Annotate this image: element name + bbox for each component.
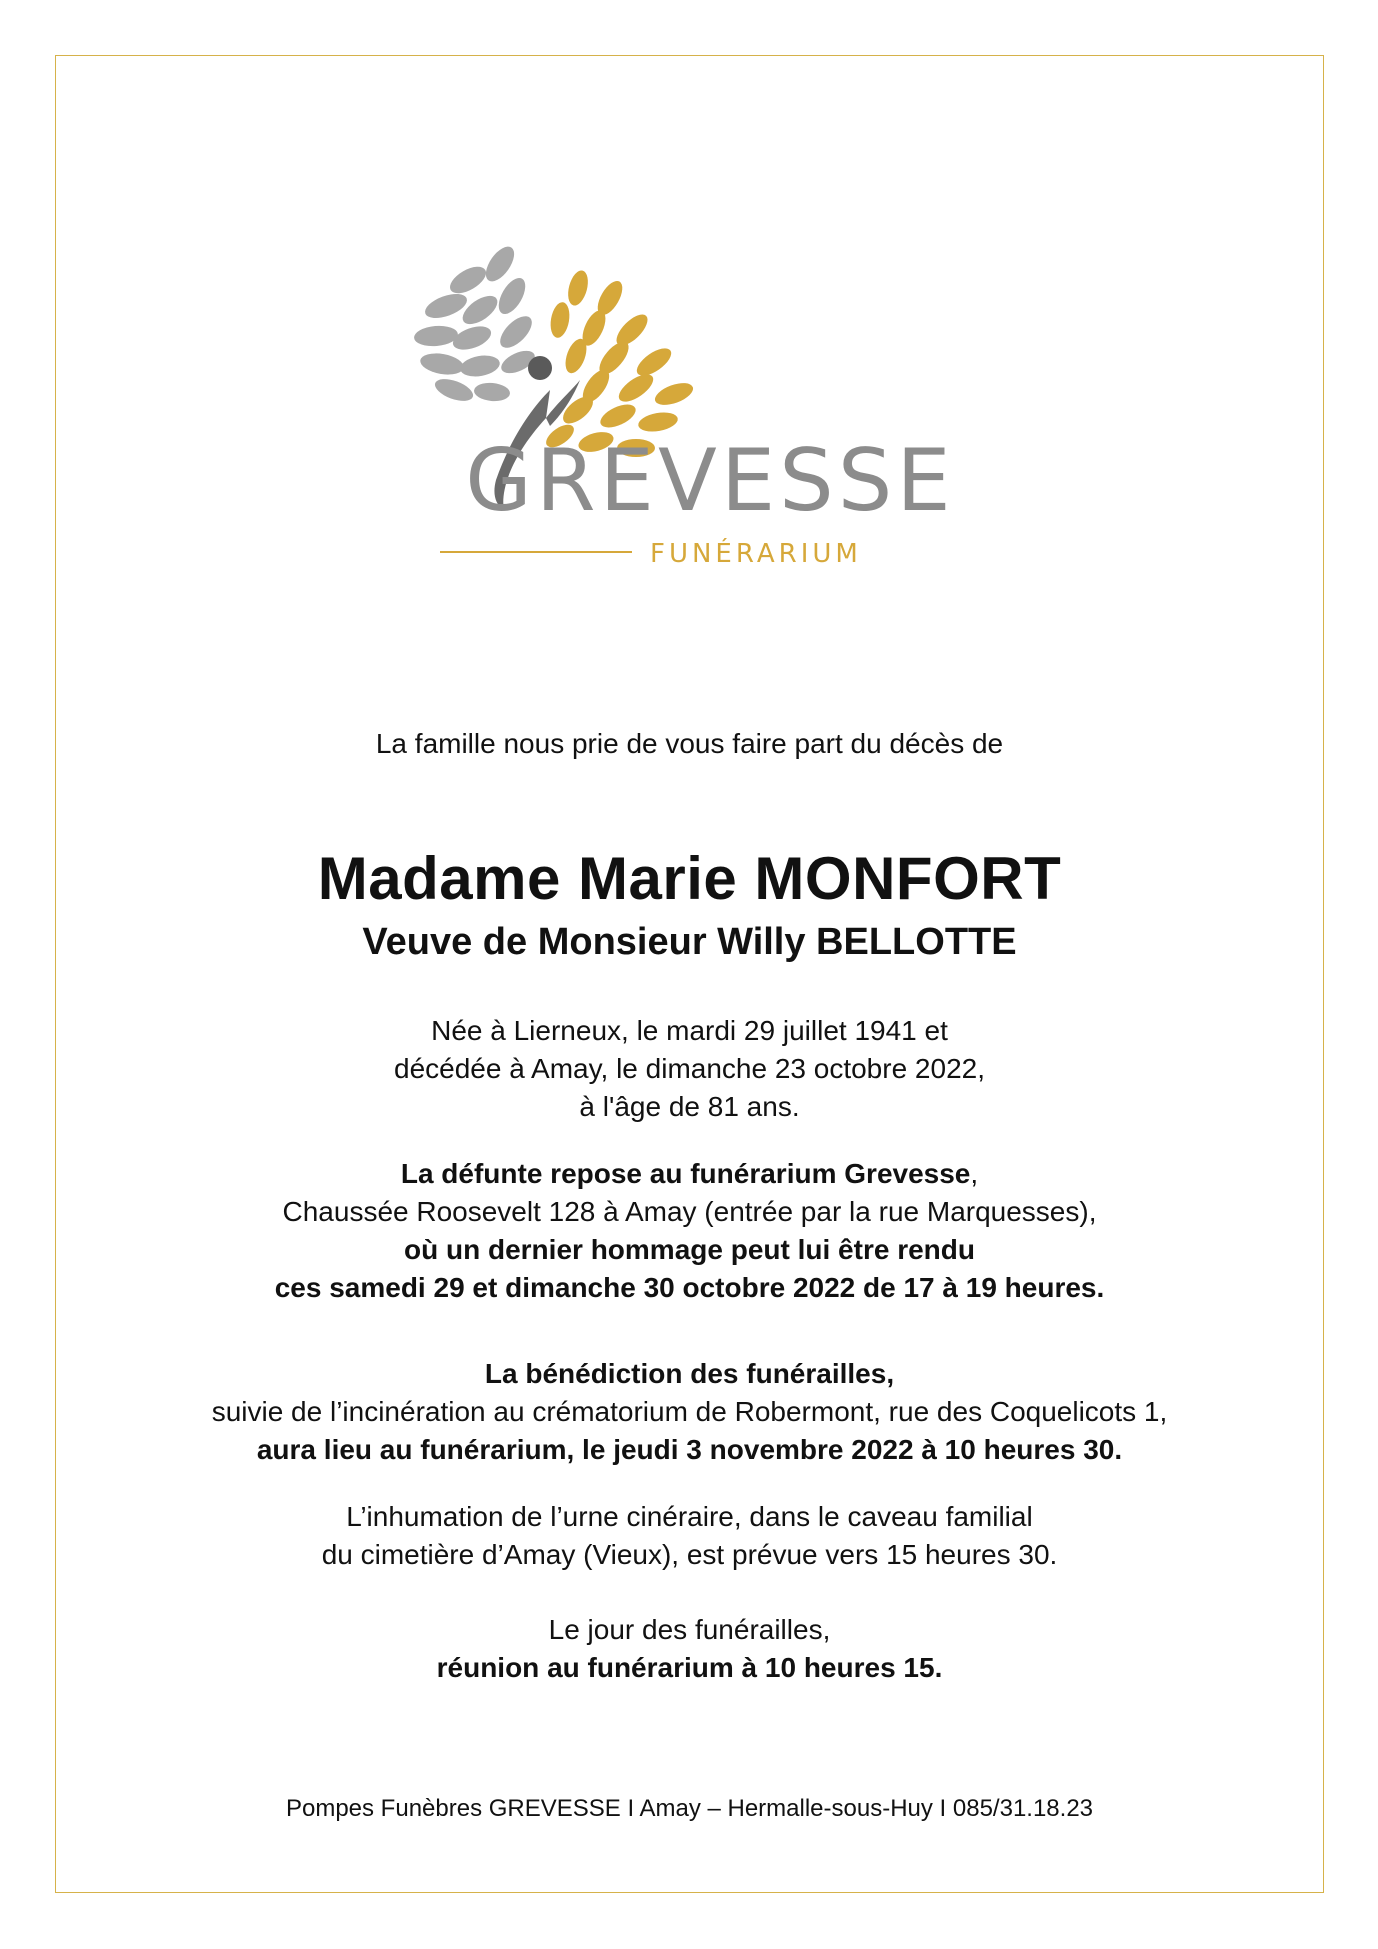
deceased-name: Madame Marie MONFORT [317, 845, 1062, 912]
footer-contact: Pompes Funèbres GREVESSE I Amay – Hermalle-sous-Huy I 085/31.18.23 [285, 1795, 1094, 1822]
tree-leaves-grey-icon [413, 242, 538, 405]
repose-bold: La défunte repose au funérarium Grevesse [400, 1158, 971, 1189]
inhumation-block [55, 1498, 1324, 1574]
benediction-date: aura lieu au funérarium, le jeudi 3 novembre 2022 à 10 heures 30. [256, 1434, 1123, 1465]
funeral-day-block [55, 1611, 1324, 1687]
repose-address: Chaussée Roosevelt 128 à Amay (entrée par la rue Marquesses), [282, 1196, 1097, 1227]
intro-text: La famille nous prie de vous faire part du décès de [375, 728, 1004, 759]
birth-line: Née à Lierneux, le mardi 29 juillet 1941 et [431, 1015, 948, 1046]
inhumation-line-2: du cimetière d’Amay (Vieux), est prévue vers 15 heures 30. [321, 1539, 1058, 1570]
age-line: à l'âge de 81 ans. [579, 1091, 800, 1122]
grevesse-logo [400, 240, 1020, 580]
repose-comma: , [970, 1158, 979, 1189]
inhumation-line-1: L’inhumation de l’urne cinéraire, dans le caveau familial [346, 1501, 1033, 1532]
benediction-cremation: suivie de l’incinération au crématorium de Robermont, rue des Coquelicots 1, [211, 1396, 1168, 1427]
funeral-day-line-2: réunion au funérarium à 10 heures 15. [436, 1652, 943, 1683]
benediction-title: La bénédiction des funérailles, [484, 1358, 895, 1389]
birth-death-block [55, 1012, 1324, 1126]
funeral-day-line-1: Le jour des funérailles, [548, 1614, 831, 1645]
death-line: décédée à Amay, le dimanche 23 octobre 2022, [394, 1053, 985, 1084]
repose-dates: ces samedi 29 et dimanche 30 octobre 2022 de 17 à 19 heures. [274, 1272, 1105, 1303]
benediction-block [55, 1355, 1324, 1469]
repose-line-1 [55, 1155, 1324, 1193]
widow-of: Veuve de Monsieur Willy BELLOTTE [362, 921, 1017, 963]
brand-wordmark: GREVESSE [465, 431, 955, 531]
tree-leaves-gold-icon [542, 268, 696, 457]
repose-block [55, 1155, 1324, 1307]
repose-homage: où un dernier hommage peut lui être rendu [404, 1234, 975, 1265]
brand-subtitle: FUNÉRARIUM [650, 539, 862, 569]
